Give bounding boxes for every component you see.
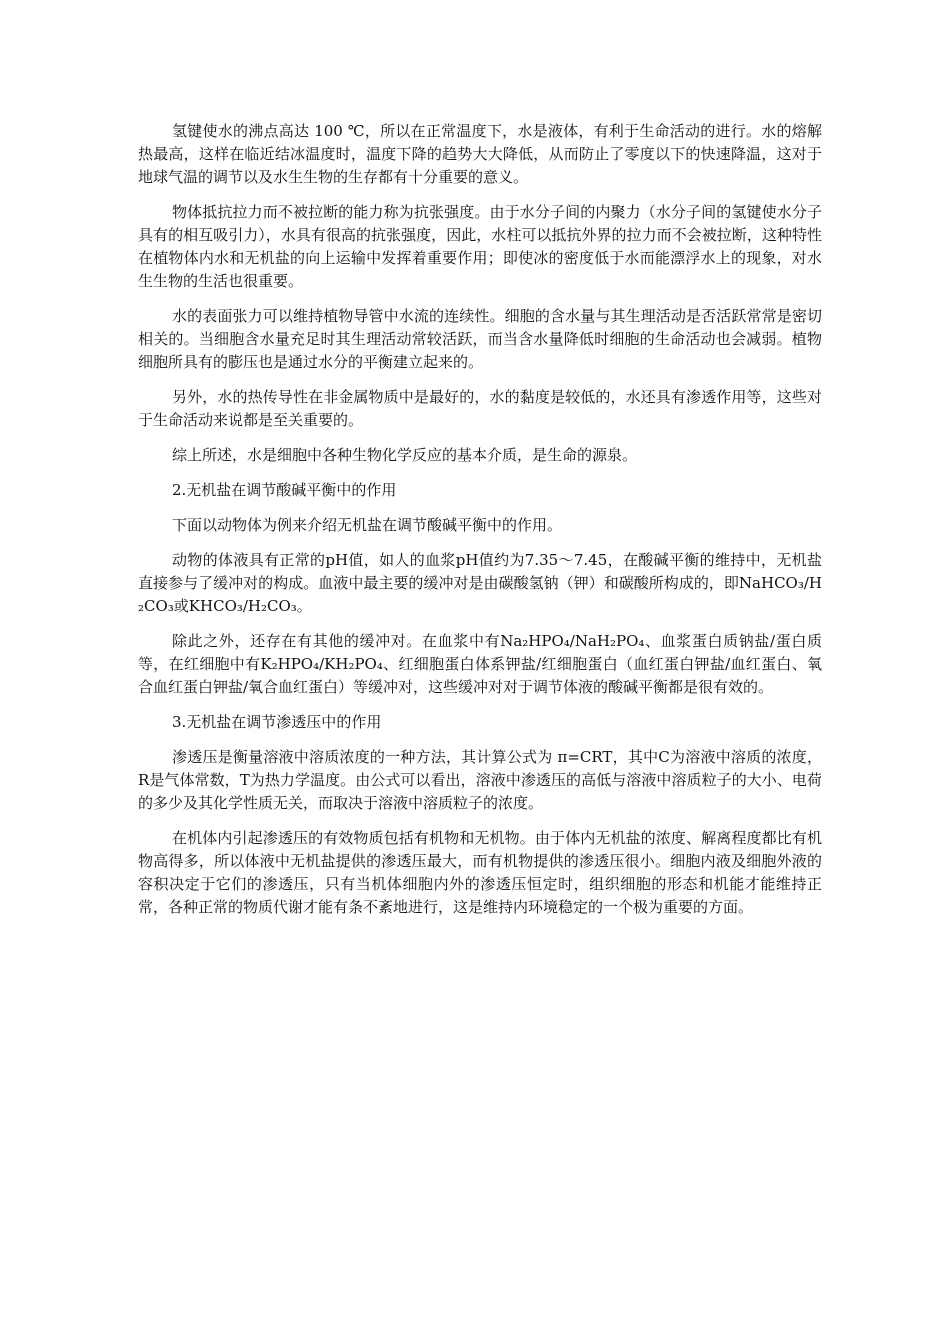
paragraph-ph-buffer: 动物的体液具有正常的pH值，如人的血浆pH值约为7.35～7.45，在酸碱平衡的维持中，无机盐直接参与了缓冲对的构成。血液中最主要的缓冲对是由碳酸氢钠（钾）和碳酸所构成的，即NaHCO₃/H₂CO₃或KHCO₃/H₂CO₃。 bbox=[138, 551, 822, 615]
paragraph-other-buffers: 除此之外，还存在有其他的缓冲对。在血浆中有Na₂HPO₄/NaH₂PO₄、血浆蛋白质钠盐/蛋白质等，在红细胞中有K₂HPO₄/KH₂PO₄、红细胞蛋白体系钾盐/红细胞蛋白（血红蛋白钾盐/血红蛋白、氧合血红蛋白钾盐/氧合血红蛋白）等缓冲对，这些缓冲对对于调节体液的酸碱平衡都是很有效的。 bbox=[138, 632, 822, 696]
paragraph-hydrogen-bond: 氢键使水的沸点高达 100 ℃，所以在正常温度下，水是液体，有利于生命活动的进行。水的熔解热最高，这样在临近结冰温度时，温度下降的趋势大大降低，从而防止了零度以下的快速降温，这对于地球气温的调节以及水生生物的生存都有十分重要的意义。 bbox=[138, 122, 822, 186]
section-heading-acid-base: 2.无机盐在调节酸碱平衡中的作用 bbox=[172, 481, 397, 499]
paragraph-tensile-strength: 物体抵抗拉力而不被拉断的能力称为抗张强度。由于水分子间的内聚力（水分子间的氢键使水分子具有的相互吸引力），水具有很高的抗张强度，因此，水柱可以抵抗外界的拉力而不会被拉断，这种特性在植物体内水和无机盐的向上运输中发挥着重要作用；即使冰的密度低于水而能漂浮水上的现象，对水生生物的生活也很重要。 bbox=[138, 203, 822, 290]
document-page bbox=[138, 120, 822, 931]
paragraph-osmotic-substances: 在机体内引起渗透压的有效物质包括有机物和无机物。由于体内无机盐的浓度、解离程度都比有机物高得多，所以体液中无机盐提供的渗透压最大，而有机物提供的渗透压很小。细胞内液及细胞外液的容积决定于它们的渗透压，只有当机体细胞内外的渗透压恒定时，组织细胞的形态和机能才能维持正常，各种正常的物质代谢才能有条不紊地进行，这是维持内环境稳定的一个极为重要的方面。 bbox=[138, 829, 822, 916]
paragraph-thermal-conductivity: 另外，水的热传导性在非金属物质中是最好的，水的黏度是较低的，水还具有渗透作用等，这些对于生命活动来说都是至关重要的。 bbox=[138, 388, 822, 429]
paragraph-surface-tension: 水的表面张力可以维持植物导管中水流的连续性。细胞的含水量与其生理活动是否活跃常常是密切相关的。当细胞含水量充足时其生理活动常较活跃，而当含水量降低时细胞的生命活动也会减弱。植物细胞所具有的膨压也是通过水分的平衡建立起来的。 bbox=[138, 307, 822, 371]
paragraph-acid-base-intro: 下面以动物体为例来介绍无机盐在调节酸碱平衡中的作用。 bbox=[172, 516, 563, 534]
paragraph-osmotic-formula: 渗透压是衡量溶液中溶质浓度的一种方法，其计算公式为 π=CRT，其中C为溶液中溶质的浓度，R是气体常数，T为热力学温度。由公式可以看出，溶液中渗透压的高低与溶液中溶质粒子的大小、电荷的多少及其化学性质无关，而取决于溶液中溶质粒子的浓度。 bbox=[138, 748, 822, 812]
paragraph-summary: 综上所述，水是细胞中各种生物化学反应的基本介质，是生命的源泉。 bbox=[172, 446, 638, 464]
section-heading-osmotic-pressure: 3.无机盐在调节渗透压中的作用 bbox=[172, 713, 382, 731]
